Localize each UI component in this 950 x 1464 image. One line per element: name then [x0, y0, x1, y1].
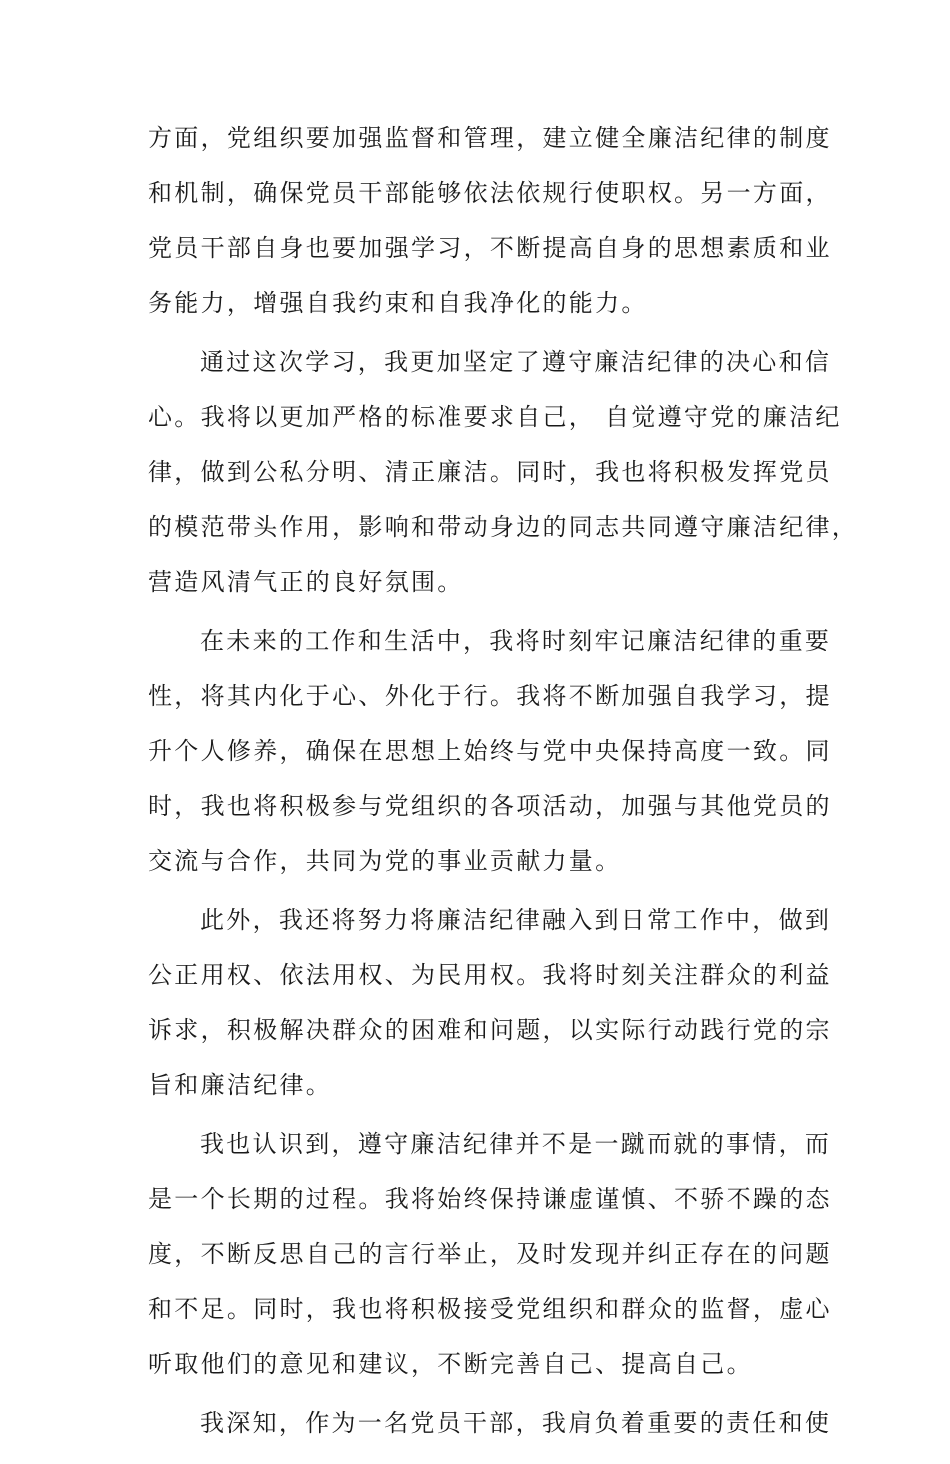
paragraph [148, 623, 832, 880]
text-line: 度，不断反思自己的言行举止，及时发现并纠正存在的问题 [148, 1240, 832, 1268]
text-line: 我深知，作为一名党员干部，我肩负着重要的责任和使 [200, 1409, 832, 1437]
text-line: 党员干部自身也要加强学习，不断提高自身的思想素质和业 [148, 234, 832, 262]
text-line: 在未来的工作和生活中，我将时刻牢记廉洁纪律的重要 [200, 627, 832, 655]
text-line: 我也认识到，遵守廉洁纪律并不是一蹴而就的事情，而 [200, 1130, 832, 1158]
text-line: 方面，党组织要加强监督和管理，建立健全廉洁纪律的制度 [148, 124, 832, 152]
text-line: 公正用权、依法用权、为民用权。我将时刻关注群众的利益 [148, 961, 832, 989]
text-line: 升个人修养，确保在思想上始终与党中央保持高度一致。同 [148, 737, 832, 765]
text-line: 诉求，积极解决群众的困难和问题，以实际行动践行党的宗 [148, 1016, 832, 1044]
text-line: 时，我也将积极参与党组织的各项活动，加强与其他党员的 [148, 792, 832, 820]
text-line: 和机制，确保党员干部能够依法依规行使职权。另一方面， [148, 179, 832, 207]
text-line: 旨和廉洁纪律。 [148, 1071, 333, 1099]
text-line: 通过这次学习，我更加坚定了遵守廉洁纪律的决心和信 [200, 348, 832, 376]
text-line: 此外，我还将努力将廉洁纪律融入到日常工作中，做到 [200, 906, 832, 934]
document-body [148, 120, 859, 1464]
text-line: 交流与合作，共同为党的事业贡献力量。 [148, 847, 622, 875]
text-line: 性，将其内化于心、外化于行。我将不断加强自我学习，提 [148, 682, 832, 710]
paragraph [148, 902, 832, 1104]
text-line: 的模范带头作用，影响和带动身边的同志共同遵守廉洁纪律， [148, 513, 859, 541]
text-line: 是一个长期的过程。我将始终保持谦虚谨慎、不骄不躁的态 [148, 1185, 832, 1213]
text-line: 听取他们的意见和建议，不断完善自己、提高自己。 [148, 1350, 753, 1378]
text-line: 务能力，增强自我约束和自我净化的能力。 [148, 289, 648, 317]
text-line: 营造风清气正的良好氛围。 [148, 568, 464, 596]
text-line: 律，做到公私分明、清正廉洁。同时，我也将积极发挥党员 [148, 458, 832, 486]
paragraph [148, 120, 832, 322]
paragraph [148, 1405, 832, 1442]
text-line: 和不足。同时，我也将积极接受党组织和群众的监督，虚心 [148, 1295, 832, 1323]
paragraph [148, 1126, 832, 1383]
text-line: 心。我将以更加严格的标准要求自己， 自觉遵守党的廉洁纪 [148, 403, 842, 431]
paragraph [148, 344, 859, 601]
